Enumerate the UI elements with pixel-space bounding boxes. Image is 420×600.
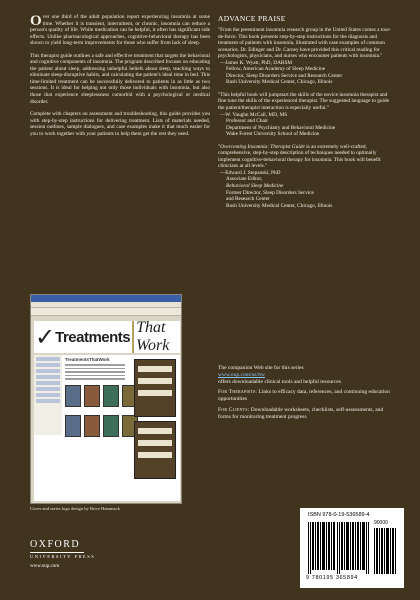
website-heading: TreatmentsThatWork — [65, 357, 110, 362]
quote-attribution: —Edward J. Stepanski, PhD Associate Editor, Behavioral Sleep Medicine Former Director, Sleep Disorders Service and Research Center Rush University Medical Center, Chicago, Illinois — [220, 169, 333, 209]
series-logo-subtitle: That Work — [132, 321, 180, 353]
publisher-logo-subtitle: UNIVERSITY PRESS — [30, 554, 96, 559]
series-logo-title: Treatments — [55, 328, 131, 346]
image-caption: Cover and series logo design by Brice Hammack — [30, 506, 120, 511]
checkmark-icon: ✓ — [35, 323, 56, 351]
website-screenshot-image — [30, 294, 182, 504]
companion-therapists: For Therapists: Links to efficacy data, references, and continuing education opportunities — [218, 389, 390, 403]
praise-column — [218, 14, 396, 215]
quote-text: "Overcoming Insomnia: Therapist Guide is an extremely well-crafted, comprehensive, step-by-step description of techniques needed to optimally implement cognitive-behavioral therapy for insomnia. This book will benefit clinicians at all levels." — [218, 143, 381, 170]
drop-cap: O — [30, 13, 42, 29]
praise-quote-2 — [218, 92, 396, 138]
publisher-url[interactable]: www.oup.com — [30, 564, 60, 569]
price-addon-number: 90000 — [374, 520, 388, 526]
praise-quote-1 — [218, 27, 396, 86]
book-thumbnails-row-1 — [65, 385, 138, 407]
ean-barcode-bars — [308, 522, 370, 574]
description-paragraph-2: This therapist guide outlines a safe and effective treatment that targets the behavioral and cognitive components of insomnia. The program described focuses on educating the patient about sleep, addressing unhelpful beliefs about sleep, teaching ways to eliminate sleep-disruptive habits, and calculating the patient's ideal time in bed. This time-limited treatment can be successfully delivered to patients in as little as two sessions. It is ideal for helping not only those individuals with insomnia, but also those that experience sleeplessness comorbid with a psychological or medical disorder. — [30, 52, 210, 105]
companion-intro: The companion Web site for this series www.oup.com/us/ttw offers downloadable clinical tools and helpful resources — [218, 365, 341, 385]
ean-number: 9 780195 365894 — [306, 575, 358, 581]
description-paragraph-3: Complete with chapters on assessment and troubleshooting, this guide provides you with step-by-step instructions for delivering treatment. Lists of materials needed, session outlines, sample dialogues, and case examples make it that much easier for you to work together with your patients to help them get the rest they need. — [30, 111, 210, 137]
isbn-number: ISBN 978-0-19-536589-4 — [308, 512, 370, 518]
series-logo-banner — [34, 321, 180, 353]
quote-text: "This helpful book will jumpstart the skills of the novice insomnia therapist and fine tune the skills of the experienced therapist. The suggested language to guide the patient/therapist interaction is especially useful." — [218, 91, 389, 112]
browser-titlebar — [31, 295, 181, 302]
praise-quote-3 — [218, 144, 396, 209]
companion-website-info — [218, 365, 396, 425]
isbn-barcode — [300, 508, 404, 588]
book-cover-thumbnail-2 — [134, 421, 176, 479]
book-thumbnails-row-2 — [65, 415, 138, 437]
companion-clients: For Clients: Downloadable worksheets, checklists, self-assessments, and forms for monitoring treatment progress — [218, 406, 384, 420]
companion-url-link[interactable]: www.oup.com/us/ttw — [218, 371, 266, 378]
publisher-logo-rule — [30, 552, 84, 553]
praise-heading: ADVANCE PRAISE — [218, 14, 286, 23]
quote-attribution: —James K. Wyatt, PhD, DABSM Fellow, American Academy of Sleep Medicine Director, Sleep Disorders Service and Research Center Rush University Medical Center, Chicago, Illinois — [220, 59, 343, 86]
description-paragraph-1: Over one third of the adult population report experiencing insomnia at some time. Whether it is transient, intermittent, or chronic, insomnia can reduce a person's quality of life. While medication can be helpful, it often has significant side effects. Unlike pharmacological approaches, cognitive-behavioral therapy has been shown to yield long-term improvements for those who suffer from lack of sleep. — [30, 13, 210, 47]
book-cover-thumbnail-1 — [134, 359, 176, 417]
publisher-logo: OXFORD — [30, 539, 81, 550]
quote-text: "From the preeminent insomnia research group in the United States comes a tour-de-force. This book presents step-by-step instructions for the diagnosis and treatment of patients with insomnia, illustrated with case examples of common scenarios. Dr. Edinger and Dr. Carney have provided this critical reading for psychologists, physicians, and nurses who encounter patients with insomnia." — [218, 27, 391, 60]
website-text-lines — [65, 364, 125, 382]
website-sidebar — [34, 355, 62, 435]
description-column — [30, 14, 210, 143]
browser-toolbar — [31, 308, 181, 316]
website-content — [34, 355, 180, 501]
quote-attribution: —W. Vaughn McCall, MD, MS Professor and Chair Department of Psychiatry and Behavioral Medicine Wake Forest University School of Medicine — [220, 111, 336, 138]
price-addon-bars — [374, 528, 396, 574]
